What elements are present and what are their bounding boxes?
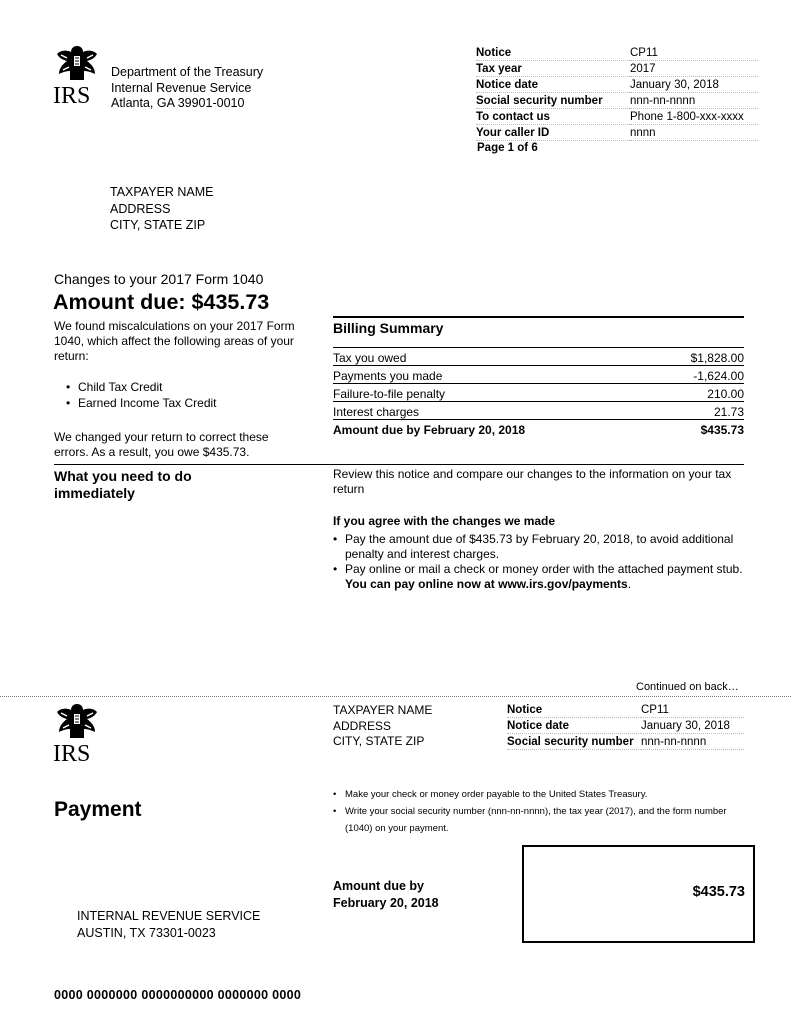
billing-total-row: [333, 420, 744, 438]
billing-row: [333, 366, 744, 384]
caller-id-row: [476, 125, 758, 141]
page-label: Page 1 of 6: [477, 142, 538, 154]
notice-info-table: [476, 45, 758, 141]
stub-notice-date-row: [507, 718, 744, 734]
notice-row: [476, 45, 758, 61]
amount-due-headline: Amount due: $435.73: [53, 290, 270, 314]
recipient-street: ADDRESS: [110, 201, 171, 216]
payment-instruction-item: • Write your social security number (nnn-nn-nnnn), the tax year (2017), and the form number (1040) on your payment.: [333, 803, 745, 837]
stub-recipient-city: CITY, STATE ZIP: [333, 734, 425, 748]
pay-online-period: .: [627, 577, 632, 591]
payment-instructions: [333, 786, 745, 837]
pay-online-text: Pay online or mail a check or money order with the attached payment stub.: [345, 562, 743, 576]
stub-recipient-name: TAXPAYER NAME: [333, 703, 433, 717]
affected-area-item: • Earned Income Tax Credit: [66, 395, 217, 411]
billing-table: [333, 348, 744, 437]
recipient-name: TAXPAYER NAME: [110, 185, 214, 199]
stub-eagle-emblem-icon: [53, 702, 101, 742]
irs-logo: [53, 44, 103, 108]
sender-address: [111, 65, 263, 112]
stub-amount-label-line-1: Amount due by: [333, 879, 424, 893]
billing-row-value: -1,624.00: [655, 366, 744, 384]
agree-action-item: [333, 562, 745, 592]
ssn-label: Social security number: [476, 93, 630, 109]
pay-online-link[interactable]: You can pay online now at www.irs.gov/payments: [345, 577, 628, 591]
billing-row: [333, 402, 744, 420]
billing-row-label: Failure-to-file penalty: [333, 384, 655, 402]
billing-row: [333, 348, 744, 366]
mail-to-line-2: AUSTIN, TX 73301-0023: [77, 926, 216, 940]
stub-ssn-label: Social security number: [507, 734, 641, 750]
stub-ssn-value: nnn-nn-nnnn: [641, 734, 744, 750]
billing-row-label: Interest charges: [333, 402, 655, 420]
caller-id-value: nnnn: [630, 125, 758, 141]
tax-year-label: Tax year: [476, 61, 630, 77]
stub-irs-logo: [53, 702, 103, 766]
stub-recipient-street: ADDRESS: [333, 718, 392, 733]
tax-year-value: 2017: [630, 61, 758, 77]
billing-total-value: $435.73: [700, 423, 744, 437]
contact-value: Phone 1-800-xxx-xxxx: [630, 109, 758, 125]
todo-divider: [54, 464, 744, 465]
agree-action-item: • Pay the amount due of $435.73 by February 20, 2018, to avoid additional penalty and interest charges.: [333, 532, 745, 562]
agree-actions-list: [333, 532, 745, 592]
sender-line-2: Internal Revenue Service: [111, 80, 252, 95]
stub-ssn-row: [507, 734, 744, 750]
caller-id-label: Your caller ID: [476, 125, 630, 141]
stub-amount-label: [333, 878, 439, 912]
billing-title: Billing Summary: [333, 320, 444, 336]
stub-amount-value: $435.73: [692, 884, 745, 900]
stub-notice-date-label: Notice date: [507, 718, 641, 734]
eagle-emblem-icon: [53, 44, 101, 84]
irs-logo-text: IRS: [53, 83, 91, 109]
billing-total-label: Amount due by February 20, 2018: [333, 423, 526, 437]
notice-date-value: January 30, 2018: [630, 77, 758, 93]
contact-label: To contact us: [476, 109, 630, 125]
recipient-address: [110, 184, 214, 234]
stub-notice-label: Notice: [507, 702, 641, 718]
billing-row-value: 210.00: [655, 384, 744, 402]
mail-to-address: [77, 908, 260, 942]
continued-label: Continued on back…: [636, 681, 739, 693]
sender-line-1: Department of the Treasury: [111, 65, 264, 79]
stub-info-table: [507, 702, 744, 750]
stub-notice-value: CP11: [641, 702, 744, 718]
stub-notice-row: [507, 702, 744, 718]
tear-line: [0, 696, 791, 697]
found-text: We found miscalculations on your 2017 Form 1040, which affect the following areas of your return:: [54, 319, 295, 363]
sender-line-3: Atlanta, GA 39901-0010: [111, 96, 245, 110]
payment-title: Payment: [54, 798, 142, 821]
contact-row: [476, 109, 758, 125]
affected-area-item: • Child Tax Credit: [66, 379, 217, 395]
amount-enclosed-box[interactable]: [522, 845, 755, 943]
recipient-city: CITY, STATE ZIP: [110, 218, 206, 232]
review-text: Review this notice and compare our changes to the information on your tax return: [333, 467, 732, 496]
notice-date-row: [476, 77, 758, 93]
changed-text: We changed your return to correct these errors. As a result, you owe $435.73.: [54, 430, 269, 459]
notice-date-label: Notice date: [476, 77, 630, 93]
billing-row-label: Payments you made: [333, 366, 655, 384]
billing-row-value: $1,828.00: [655, 348, 744, 366]
billing-top-rule: [333, 316, 744, 318]
notice-value: CP11: [630, 45, 758, 61]
agree-heading: If you agree with the changes we made: [333, 514, 556, 528]
billing-row: [333, 384, 744, 402]
scanline: 0000 0000000 0000000000 0000000 0000: [54, 988, 302, 1002]
todo-title: What you need to do immediately: [54, 468, 192, 501]
ssn-row: [476, 93, 758, 109]
affected-areas-list: [66, 379, 217, 411]
stub-notice-date-value: January 30, 2018: [641, 718, 744, 734]
payment-instruction-item: • Make your check or money order payable to the United States Treasury.: [333, 786, 745, 803]
notice-label: Notice: [476, 45, 630, 61]
stub-recipient: [333, 703, 432, 750]
stub-irs-logo-text: IRS: [53, 741, 91, 767]
notice-subtitle: Changes to your 2017 Form 1040: [54, 271, 264, 287]
tax-year-row: [476, 61, 758, 77]
ssn-value: nnn-nn-nnnn: [630, 93, 758, 109]
mail-to-line-1: INTERNAL REVENUE SERVICE: [77, 909, 261, 923]
stub-amount-label-line-2: February 20, 2018: [333, 896, 439, 910]
billing-row-value: 21.73: [655, 402, 744, 420]
billing-row-label: Tax you owed: [333, 348, 655, 366]
